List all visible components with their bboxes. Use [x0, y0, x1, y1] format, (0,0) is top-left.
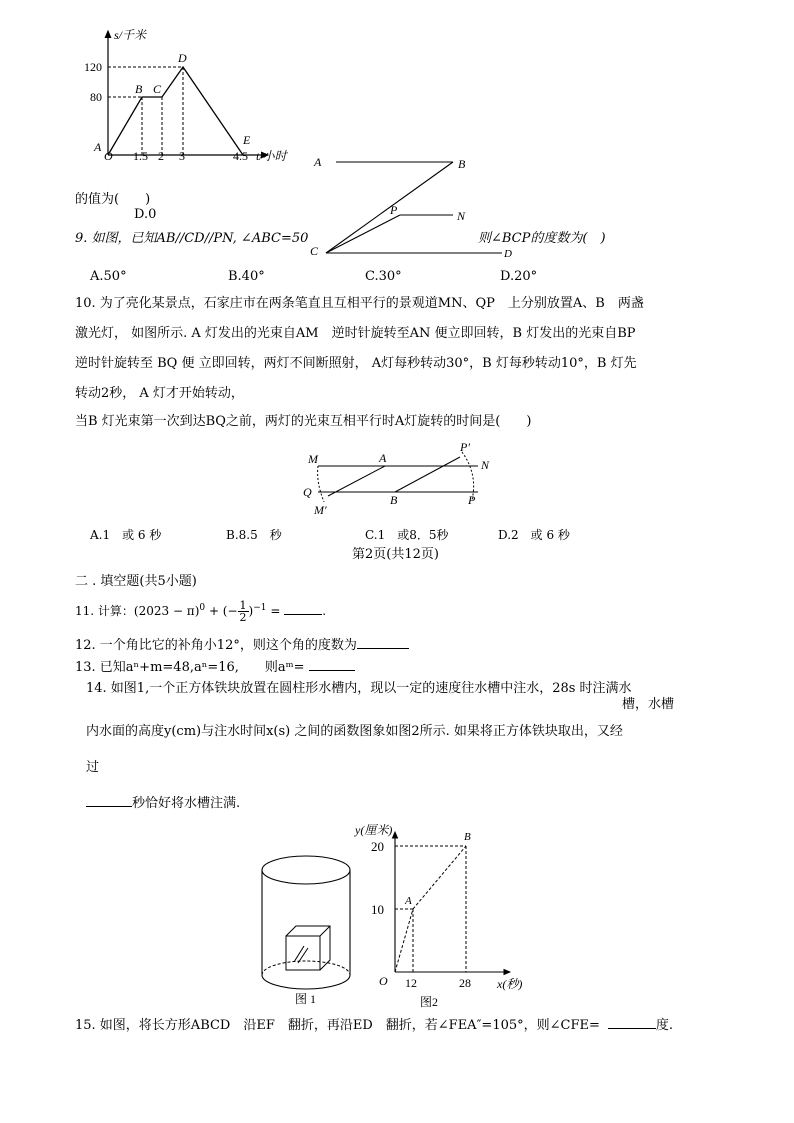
line-cp: [326, 215, 400, 253]
point-e-label: E: [243, 133, 251, 147]
q14-line4: 秒恰好将水槽注满.: [132, 796, 241, 811]
q11-exp0: 0: [199, 603, 206, 613]
x-axis-label: t/小时: [256, 149, 287, 163]
q8-tail: 的值为( ): [75, 192, 151, 207]
q15-answer-blank[interactable]: [608, 1028, 656, 1029]
x-label-14: x(秒): [497, 977, 523, 991]
q14-answer-blank[interactable]: [86, 806, 132, 807]
q9-option-d: D.20°: [500, 269, 538, 284]
q14-line2: 内水面的高度y(cm)与注水时间x(s) 之间的函数图象如图2所示. 如果将正方体铁块取出，又经: [86, 724, 623, 739]
label-n: N: [457, 209, 466, 223]
beam-b: [395, 457, 460, 492]
graph-line: [108, 67, 243, 155]
y-axis-label: s/千米: [114, 28, 147, 42]
x-tick-2: 2: [158, 149, 164, 163]
q11-denominator: 2: [239, 611, 247, 624]
label-b10: B: [390, 493, 398, 507]
point-a-14: A: [405, 895, 412, 907]
point-b-label: B: [135, 82, 143, 96]
point-b-14: B: [464, 831, 471, 843]
label-a: A: [314, 155, 322, 169]
y-tick-120: 120: [84, 60, 102, 74]
q10-option-c: C.1 或8．5秒: [365, 528, 449, 542]
label-c: C: [310, 244, 319, 258]
arc-a: [318, 466, 324, 502]
point-a-label: A: [94, 140, 102, 154]
q11-plus: + (−: [205, 604, 238, 618]
q10-line2: 激光灯， 如图所示. A 灯发出的光束自AM 逆时针旋转至AN 便立即回转，B 灯发出的光束自BP: [75, 326, 636, 341]
label-m-prime: M′: [314, 503, 327, 517]
q14-line1b: 槽，水槽: [622, 697, 675, 712]
q11-exp1: −1: [253, 603, 267, 613]
q14-line1: 14. 如图1,一个正方体铁块放置在圆柱形水槽内，现以一定的速度往水槽中注水，28s 时注满水: [86, 681, 632, 696]
q9-text-end: 则∠BCP的度数为( ): [478, 231, 606, 246]
label-p10: P: [468, 493, 476, 507]
figure-q9: [308, 150, 518, 265]
q10-line1: 10. 为了亮化某景点，石家庄市在两条笔直且互相平行的景观道MN、QP 上分别放置A、B 两盏: [75, 296, 644, 311]
x-tick-3: 3: [179, 149, 185, 163]
q15: [75, 1014, 673, 1033]
q11-prefix: 11. 计算：: [75, 604, 134, 618]
segment-ab: [413, 846, 466, 909]
label-a10: A: [379, 451, 387, 465]
q11-fraction: [238, 600, 249, 623]
point-c-label: C: [153, 82, 162, 96]
x-tick-4.5: 4.5: [233, 149, 248, 163]
x-tick-1.5: 1.5: [133, 149, 148, 163]
q13-answer-blank[interactable]: [309, 670, 355, 671]
origin-14: O: [379, 974, 388, 988]
fig2-label: 图2: [420, 995, 439, 1009]
q11-answer-blank[interactable]: [284, 614, 322, 615]
tank-bottom: [262, 975, 350, 989]
q12-text: 12. 一个角比它的补角小12°，则这个角的度数为: [75, 638, 357, 653]
q11-end: .: [322, 604, 327, 618]
origin-label: O: [104, 149, 113, 163]
x-tick-12: 12: [405, 976, 417, 990]
fig1-label: 图 1: [295, 992, 317, 1006]
q11-rparen: ): [248, 604, 254, 618]
y-label-14: y(厘米): [355, 823, 393, 837]
q8-option-d: D.0: [134, 207, 157, 222]
segment-oa: [395, 909, 413, 972]
q10-line5: 当B 灯光束第一次到达BQ之前，两灯的光束互相平行时A灯旋转的时间是( ): [75, 414, 532, 429]
label-n10: N: [481, 458, 490, 472]
q11-numerator: 1: [239, 599, 247, 612]
label-d: D: [504, 248, 512, 260]
q10-line3: 逆时针旋转至 BQ 便 立即回转，两灯不间断照射， A灯每秒转动30°，B 灯每秒转动10°，B 灯先: [75, 356, 637, 371]
q13: [75, 656, 355, 675]
label-b: B: [458, 157, 466, 171]
q11-expression: [75, 600, 326, 623]
q9-option-c: C.30°: [365, 269, 402, 284]
x-tick-28: 28: [459, 976, 471, 990]
q11-eq: =: [266, 604, 285, 618]
y-tick-10: 10: [371, 902, 384, 917]
figure-q14-tank: [258, 850, 358, 1010]
q10-option-a: A.1 或 6 秒: [90, 528, 162, 542]
y-tick-20: 20: [371, 839, 384, 854]
q15-end: 度.: [655, 1018, 674, 1033]
figure-q14-graph: [355, 822, 540, 1012]
distance-time-graph: [84, 25, 310, 165]
q10-option-d: D.2 或 6 秒: [498, 528, 570, 542]
y-tick-80: 80: [90, 90, 102, 104]
q11-base: (2023 − π): [133, 604, 200, 618]
page-number: 第2页(共12页): [352, 547, 439, 562]
label-q: Q: [303, 485, 312, 499]
q9-option-a: A.50°: [90, 269, 127, 284]
label-m: M: [308, 452, 318, 466]
tank-top: [262, 856, 350, 884]
point-d-label: D: [178, 51, 187, 65]
label-p: P: [390, 203, 398, 217]
q9-text-start: 9. 如图，已知AB//CD//PN, ∠ABC=50: [75, 231, 309, 246]
q14-line3: 过: [86, 760, 100, 775]
q10-option-b: B.8.5 秒: [226, 528, 282, 542]
q12: [75, 634, 409, 653]
iron-cube: [286, 926, 330, 970]
section-title: 二 . 填空题(共5小题): [75, 574, 197, 589]
q13-text: 13. 已知aⁿ+m=48,aⁿ=16, 则aᵐ=: [75, 660, 305, 675]
q15-text: 15. 如图，将长方形ABCD 沿EF 翻折，再沿ED 翻折，若∠FEA″=105°，则∠CFE=: [75, 1018, 600, 1033]
figure-q10: [300, 440, 510, 520]
label-p-prime: P′: [460, 440, 470, 454]
q14-line4-wrap: [86, 792, 240, 811]
q12-answer-blank[interactable]: [357, 648, 409, 649]
q9-option-b: B.40°: [228, 269, 265, 284]
q10-line4: 转动2秒， A 灯才开始转动，: [75, 386, 244, 401]
